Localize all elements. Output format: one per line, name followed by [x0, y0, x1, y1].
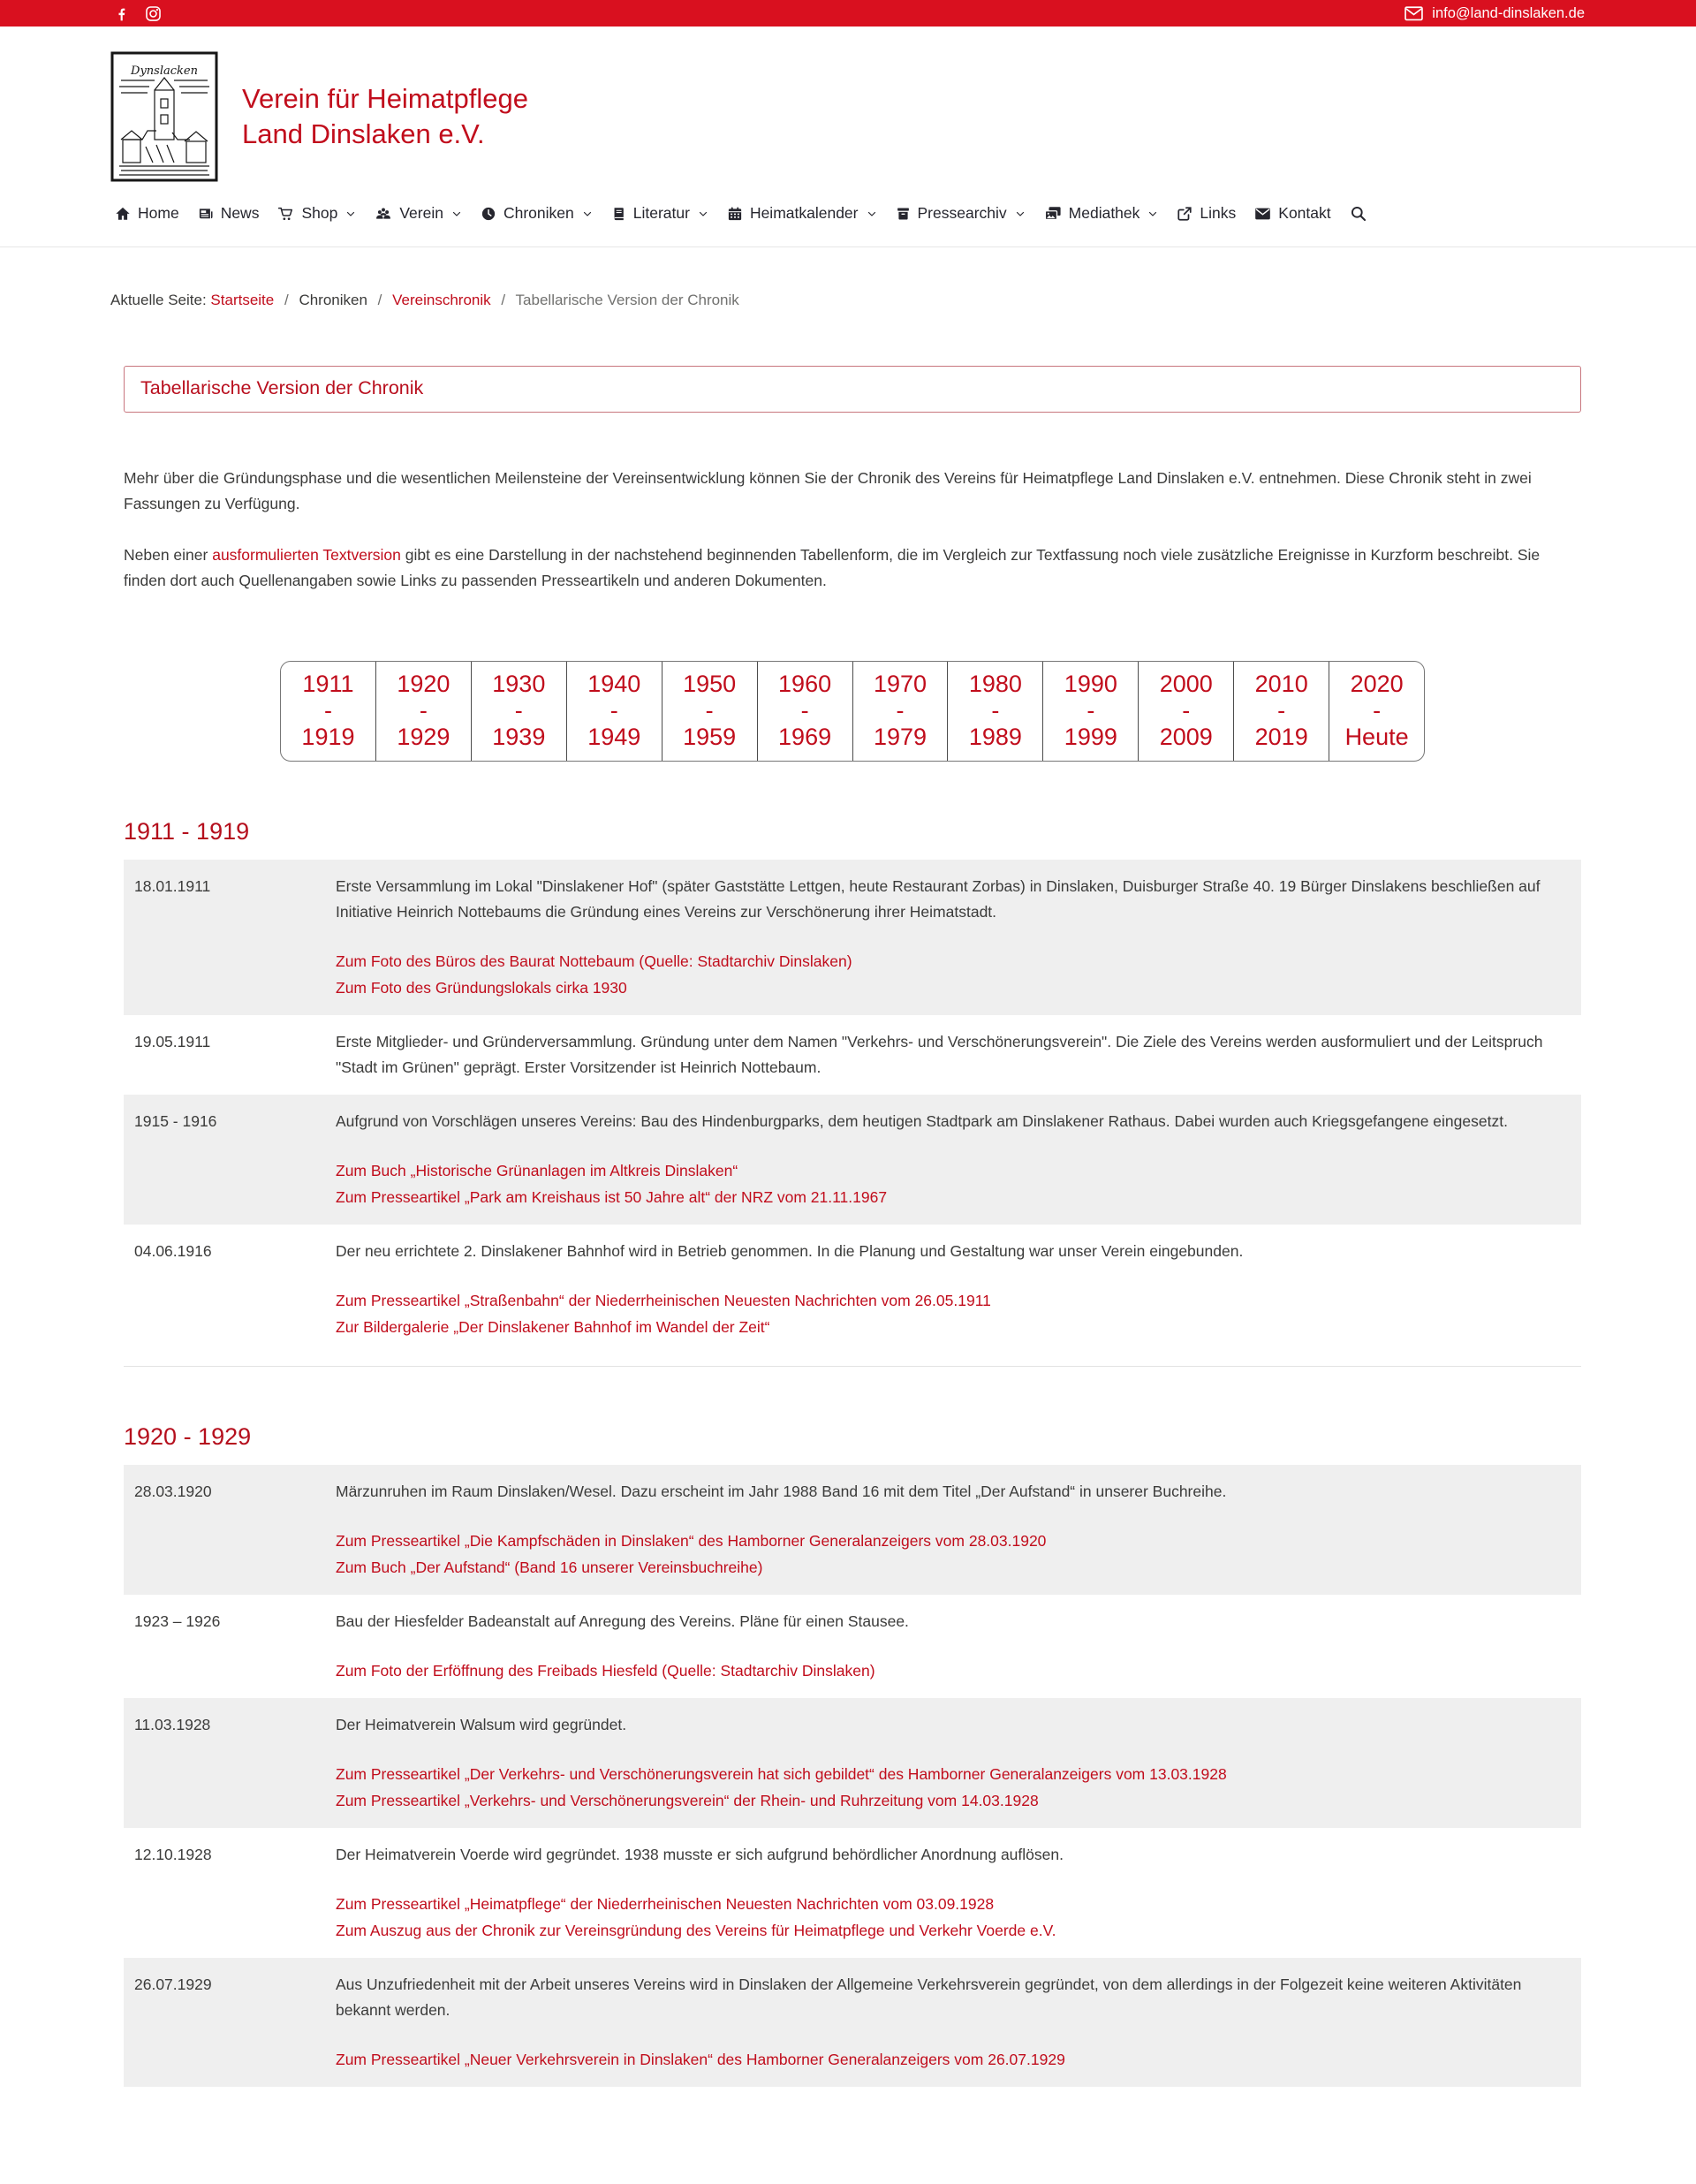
nav-item-news[interactable]: News — [198, 204, 260, 223]
row-date: 26.07.1929 — [134, 1975, 212, 1993]
row-link[interactable]: Zum Foto des Gründungslokals cirka 1930 — [336, 979, 627, 997]
row-link[interactable]: Zum Foto der Erföffnung des Freibads Hiesfeld (Quelle: Stadtarchiv Dinslaken) — [336, 1662, 875, 1680]
decade-link-2010[interactable]: 2010 - 2019 — [1234, 662, 1329, 761]
decade-link-1950[interactable]: 1950 - 1959 — [662, 662, 758, 761]
header-divider — [0, 246, 1696, 247]
envelope-icon — [1254, 207, 1271, 221]
calendar-icon — [727, 206, 743, 222]
breadcrumb: Aktuelle Seite: Startseite / Chroniken / Vereinschronik / Tabellarische Version der Chronik — [110, 292, 739, 308]
row-date: 12.10.1928 — [134, 1846, 212, 1863]
table-row — [124, 1095, 1581, 1225]
breadcrumb-item-chroniken: Chroniken — [299, 292, 367, 308]
row-text: Der neu errichtete 2. Dinslakener Bahnhof wird in Betrieb genommen. In die Planung und Gestaltung war unser Verein eingebunden. — [336, 1242, 1244, 1260]
instagram-icon[interactable] — [145, 5, 162, 22]
decade-link-1911[interactable]: 1911 - 1919 — [281, 662, 376, 761]
email-address: info@land-dinslaken.de — [1432, 4, 1585, 21]
row-text: Bau der Hiesfelder Badeanstalt auf Anregung des Vereins. Pläne für einen Stausee. — [336, 1612, 909, 1630]
breadcrumb-prefix: Aktuelle Seite: — [110, 292, 207, 308]
section-divider — [124, 1366, 1581, 1367]
intro-paragraph-1: Mehr über die Gründungsphase und die wesentlichen Meilensteine der Vereinsentwicklung können Sie der Chronik des Vereins für Heimatpflege Land Dinslaken e.V. entnehmen. Diese Chronik steht in zwei Fassungen zu Verfügung. — [124, 469, 1532, 512]
chevron-down-icon — [582, 209, 593, 219]
decade-link-2020[interactable]: 2020 - Heute — [1344, 671, 1409, 750]
table-row — [124, 1465, 1581, 1595]
table-row — [124, 1958, 1581, 2087]
intro-paragraph-2: Neben einer ausformulierten Textversion gibt es eine Darstellung in der nachstehend beginnenden Tabellenform, die im Vergleich zur Textfassung noch viele zusätzliche Ereignisse in Kurzform beschreibt. Sie finden dort auch Quellenangaben sowie Links zu passenden Presseartikeln und anderen Dokumenten. — [124, 546, 1541, 589]
section-heading-1911-1919: 1911 - 1919 — [124, 818, 250, 845]
chevron-down-icon — [1147, 209, 1158, 219]
row-text: Der Heimatverein Voerde wird gegründet. 1938 musste er sich aufgrund behördlicher Anordnung auflösen. — [336, 1846, 1064, 1863]
external-link-icon — [1177, 206, 1192, 222]
main-content — [110, 292, 1581, 2087]
users-icon — [375, 206, 392, 222]
decade-link-1920[interactable]: 1920 - 1929 — [376, 662, 472, 761]
row-date: 11.03.1928 — [134, 1716, 211, 1733]
row-date: 1915 - 1916 — [134, 1112, 217, 1130]
main-nav — [115, 204, 1696, 223]
decade-link-1970[interactable]: 1970 - 1979 — [853, 662, 949, 761]
row-link[interactable]: Zum Presseartikel „Heimatpflege“ der Niederrheinischen Neuesten Nachrichten vom 03.09.1928 — [336, 1895, 995, 1913]
row-link[interactable]: Zum Presseartikel „Straßenbahn“ der Niederrheinischen Neuesten Nachrichten vom 26.05.1911 — [336, 1292, 991, 1309]
decade-nav-table — [280, 661, 1425, 762]
search-icon[interactable] — [1350, 205, 1367, 222]
row-link[interactable]: Zum Foto des Büros des Baurat Nottebaum (Quelle: Stadtarchiv Dinslaken) — [336, 952, 852, 970]
envelope-outline-icon — [1404, 6, 1423, 21]
archive-icon — [896, 206, 911, 222]
table-row — [124, 1595, 1581, 1698]
table-row — [124, 1828, 1581, 1958]
chronicle-table-1920-1929 — [124, 1465, 1581, 2087]
intro-text — [124, 466, 1581, 594]
page-title: Tabellarische Version der Chronik — [140, 377, 424, 398]
row-text: Erste Mitglieder- und Gründerversammlung. Gründung unter dem Namen "Verkehrs- und Verschönerungsverein". Die Ziele des Vereins werden ausformuliert und der Leitspruch "Stadt im Grünen" geprägt. Erster Vorsitzender ist Heinrich Nottebaum. — [336, 1033, 1543, 1076]
nav-item-pressearchiv[interactable]: Pressearchiv — [896, 204, 1026, 223]
decade-link-1990[interactable]: 1990 - 1999 — [1043, 662, 1139, 761]
site-title — [242, 81, 528, 152]
chronicle-table-1911-1919 — [124, 860, 1581, 1354]
row-date: 1923 – 1926 — [134, 1612, 221, 1630]
facebook-icon[interactable] — [113, 5, 130, 22]
site-title-line1: Verein für Heimatpflege — [242, 83, 528, 114]
chevron-down-icon — [451, 209, 462, 219]
section-heading-1920-1929: 1920 - 1929 — [124, 1423, 252, 1450]
row-link[interactable]: Zur Bildergalerie „Der Dinslakener Bahnhof im Wandel der Zeit“ — [336, 1318, 770, 1336]
breadcrumb-link-vereinschronik[interactable]: Vereinschronik — [392, 292, 491, 308]
row-link[interactable]: Zum Presseartikel „Park am Kreishaus ist 50 Jahre alt“ der NRZ vom 21.11.1967 — [336, 1188, 888, 1206]
chevron-down-icon — [867, 209, 877, 219]
row-text: Aufgrund von Vorschlägen unseres Vereins: Bau des Hindenburgparks, dem heutigen Stadtpark am Dinslakener Rathaus. Dabei wurden auch Kriegsgefangene eingesetzt. — [336, 1112, 1508, 1130]
chevron-down-icon — [1015, 209, 1026, 219]
nav-item-verein[interactable]: Verein — [375, 204, 462, 223]
row-link[interactable]: Zum Auszug aus der Chronik zur Vereinsgründung des Vereins für Heimatpflege und Verkehr Voerde e.V. — [336, 1922, 1056, 1939]
news-icon — [198, 206, 214, 222]
nav-item-mediathek[interactable]: Mediathek — [1044, 204, 1159, 223]
decade-link-1980[interactable]: 1980 - 1989 — [948, 662, 1043, 761]
chevron-down-icon — [698, 209, 708, 219]
row-link[interactable]: Zum Presseartikel „Der Verkehrs- und Verschönerungsverein hat sich gebildet“ des Hamborner Generalanzeigers vom 13.03.1928 — [336, 1765, 1227, 1783]
email-link[interactable] — [1404, 5, 1585, 22]
logo-caption: Dynslacken — [131, 64, 198, 78]
site-header — [0, 27, 1696, 182]
topbar — [0, 0, 1696, 27]
breadcrumb-link-startseite[interactable]: Startseite — [210, 292, 275, 308]
row-date: 28.03.1920 — [134, 1483, 212, 1500]
table-row — [124, 1015, 1581, 1095]
site-logo[interactable] — [110, 51, 218, 182]
decade-link-1940[interactable]: 1940 - 1949 — [567, 662, 662, 761]
home-icon — [115, 206, 131, 222]
page-title-box — [124, 366, 1581, 413]
row-link[interactable]: Zum Presseartikel „Die Kampfschäden in Dinslaken“ des Hamborner Generalanzeigers vom 28.03.1920 — [336, 1532, 1047, 1550]
row-link[interactable]: Zum Buch „Historische Grünanlagen im Altkreis Dinslaken“ — [336, 1162, 738, 1179]
nav-item-links[interactable]: Links — [1177, 204, 1236, 223]
row-date: 18.01.1911 — [134, 877, 211, 895]
decade-link-2000[interactable]: 2000 - 2009 — [1139, 662, 1234, 761]
textversion-link[interactable]: ausformulierten Textversion — [212, 546, 401, 564]
site-title-line2: Land Dinslaken e.V. — [242, 118, 485, 149]
row-link[interactable]: Zum Buch „Der Aufstand“ (Band 16 unserer Vereinsbuchreihe) — [336, 1558, 763, 1576]
nav-item-home[interactable]: Home — [115, 204, 179, 223]
nav-item-kontakt[interactable]: Kontakt — [1254, 204, 1330, 223]
cart-icon — [277, 206, 294, 222]
row-link[interactable]: Zum Presseartikel „Neuer Verkehrsverein in Dinslaken“ des Hamborner Generalanzeigers vom 26.07.1929 — [336, 2051, 1065, 2068]
row-date: 19.05.1911 — [134, 1033, 211, 1050]
row-text: Märzunruhen im Raum Dinslaken/Wesel. Dazu erscheint im Jahr 1988 Band 16 mit dem Titel „Der Aufstand“ in unserer Buchreihe. — [336, 1483, 1227, 1500]
chevron-down-icon — [345, 209, 356, 219]
decade-link-1960[interactable]: 1960 - 1969 — [758, 662, 853, 761]
clock-icon — [481, 206, 496, 222]
breadcrumb-current: Tabellarische Version der Chronik — [515, 292, 739, 308]
row-text: Der Heimatverein Walsum wird gegründet. — [336, 1716, 627, 1733]
book-icon — [611, 206, 626, 222]
nav-item-literatur[interactable]: Literatur — [611, 204, 708, 223]
images-icon — [1044, 206, 1062, 222]
row-link[interactable]: Zum Presseartikel „Verkehrs- und Verschönerungsverein“ der Rhein- und Ruhrzeitung vom 14.03.1928 — [336, 1792, 1039, 1809]
nav-item-shop[interactable]: Shop — [277, 204, 356, 223]
row-date: 04.06.1916 — [134, 1242, 212, 1260]
table-row — [124, 1698, 1581, 1828]
table-row — [124, 860, 1581, 1015]
row-text: Aus Unzufriedenheit mit der Arbeit unseres Vereins wird in Dinslaken der Allgemeine Verkehrsverein gegründet, von dem allerdings in der Folgezeit keine weiteren Aktivitäten bekannt werden. — [336, 1975, 1522, 2019]
row-text: Erste Versammlung im Lokal "Dinslakener Hof" (später Gaststätte Lettgen, heute Restaurant Zorbas) in Dinslaken, Duisburger Straße 40. 19 Bürger Dinslakens beschließen auf Initiative Heinrich Nottebaums die Gründung eines Vereins zur Verschönerung ihrer Heimatstadt. — [336, 877, 1541, 921]
decade-link-1930[interactable]: 1930 - 1939 — [472, 662, 567, 761]
nav-item-chroniken[interactable]: Chroniken — [481, 204, 593, 223]
table-row — [124, 1225, 1581, 1354]
nav-item-heimatkalender[interactable]: Heimatkalender — [727, 204, 877, 223]
